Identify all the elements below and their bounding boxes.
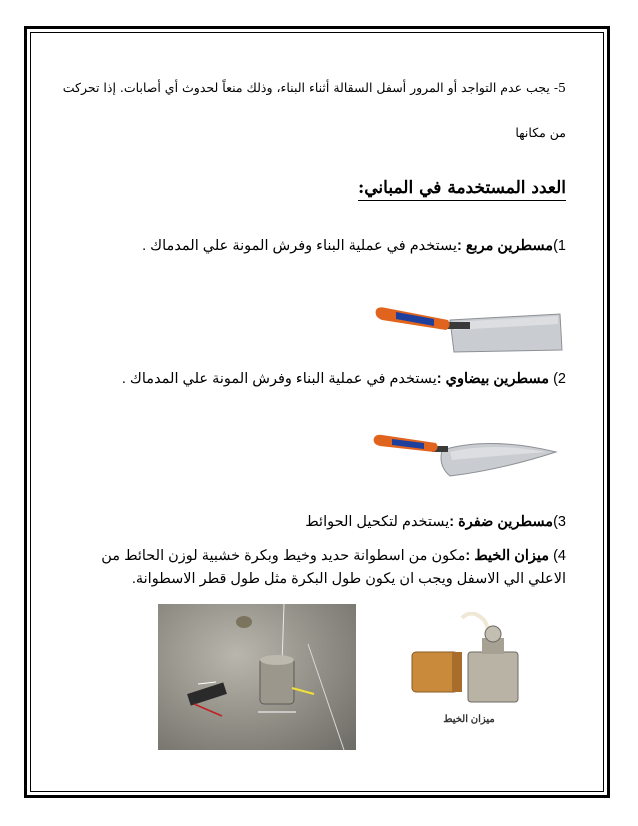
square-trowel-image: [372, 300, 564, 356]
item-name: مسطرين بيضاوي :: [436, 371, 550, 387]
item-pointing-trowel: [305, 514, 566, 530]
item-number: 4): [549, 548, 566, 564]
item-plumb-bob-continued: الاعلي الي الاسفل ويجب ان يكون طول البكرة مثل طول قطر الاسطوانة.: [131, 571, 566, 587]
item-number: 1): [553, 238, 566, 254]
item-oval-trowel: [122, 371, 566, 387]
point5-line2: من مكانها: [515, 125, 566, 140]
item-number: 2): [549, 371, 566, 387]
item-number: 3): [553, 514, 566, 530]
item-description: يستخدم في عملية البناء وفرش المونة علي المدماك .: [142, 238, 457, 254]
oval-trowel-image: [370, 430, 560, 482]
item-description: يستخدم في عملية البناء وفرش المونة علي المدماك .: [121, 371, 437, 387]
item-plumb-bob: [101, 548, 566, 564]
item-name: مسطرين ضفرة :: [449, 514, 554, 530]
item-name: مسطرين مربع :: [457, 238, 554, 254]
item-description: يستخدم لتكحيل الحوائط: [305, 514, 450, 530]
image-caption: ميزان الخيط: [443, 714, 495, 725]
item-square-trowel: [142, 238, 566, 254]
item-description: مكون من اسطوانة حديد وخيط وبكرة خشبية لوزن الحائط من: [101, 548, 466, 564]
item-name: ميزان الخيط :: [465, 548, 550, 564]
plumb-bob-photo: [158, 604, 356, 750]
point5-line1: 5- يجب عدم التواجد أو المرور أسفل السقالة أثناء البناء، وذلك منعاً لحدوث أي أصابات. إذا تحركت: [62, 80, 566, 95]
section-heading: العدد المستخدمة في المباني:: [358, 178, 566, 201]
